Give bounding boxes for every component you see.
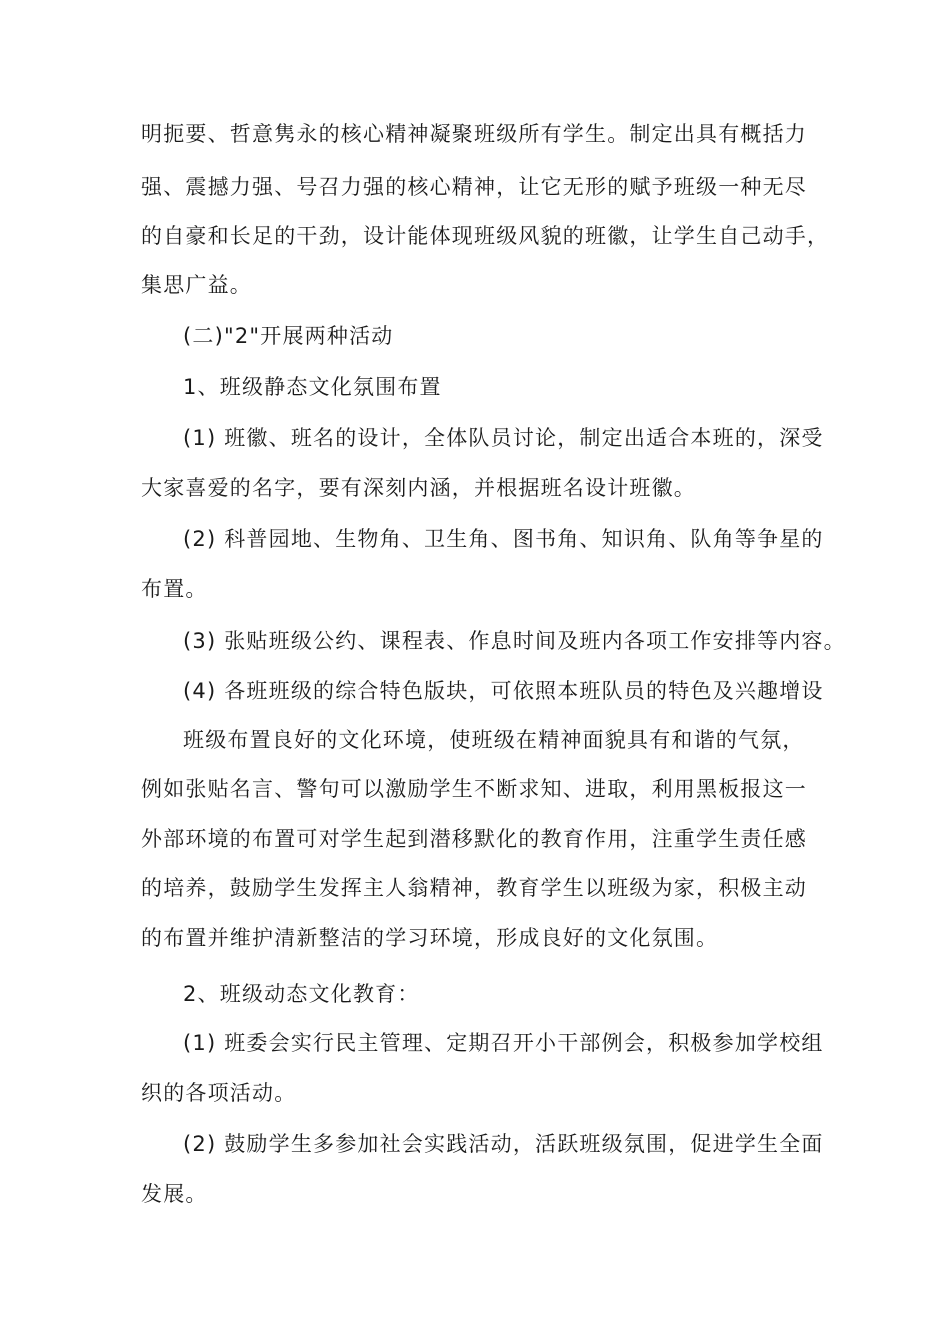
- text-line: 大家喜爱的名字，要有深刻内涵，并根据班名设计班徽。: [141, 476, 696, 500]
- text-line: (4) 各班班级的综合特色版块，可依照本班队员的特色及兴趣增设: [183, 679, 824, 703]
- text-line: 织的各项活动。: [141, 1081, 297, 1105]
- text-line: (1) 班委会实行民主管理、定期召开小干部例会，积极参加学校组: [183, 1031, 824, 1055]
- text-line: 强、震撼力强、号召力强的核心精神，让它无形的赋予班级一种无尽: [141, 175, 807, 199]
- text-line: 班级布置良好的文化环境，使班级在精神面貌具有和谐的气氛，: [183, 728, 805, 752]
- subsection-heading: 2、班级动态文化教育：: [183, 982, 420, 1006]
- section-heading: (二)"2"开展两种活动: [183, 324, 394, 348]
- text-line: 例如张贴名言、警句可以激励学生不断求知、进取，利用黑板报这一: [141, 777, 807, 801]
- text-line: 的布置并维护清新整洁的学习环境，形成良好的文化氛围。: [141, 926, 719, 950]
- text-line: 的培养，鼓励学生发挥主人翁精神，教育学生以班级为家，积极主动: [141, 876, 807, 900]
- text-line: 发展。: [141, 1182, 208, 1206]
- text-line: 明扼要、哲意隽永的核心精神凝聚班级所有学生。制定出具有概括力: [141, 122, 807, 146]
- text-line: (2) 科普园地、生物角、卫生角、图书角、知识角、队角等争星的: [183, 527, 824, 551]
- subsection-heading: 1、班级静态文化氛围布置: [183, 375, 442, 399]
- text-line: 外部环境的布置可对学生起到潜移默化的教育作用，注重学生责任感: [141, 827, 807, 851]
- text-line: 集思广益。: [141, 273, 252, 297]
- text-line: (1) 班徽、班名的设计，全体队员讨论，制定出适合本班的，深受: [183, 426, 824, 450]
- text-line: 布置。: [141, 577, 208, 601]
- text-line: (3) 张贴班级公约、课程表、作息时间及班内各项工作安排等内容。: [183, 629, 846, 653]
- text-line: (2) 鼓励学生多参加社会实践活动，活跃班级氛围，促进学生全面: [183, 1132, 824, 1156]
- text-line: 的自豪和长足的干劲，设计能体现班级风貌的班徽，让学生自己动手，: [141, 224, 830, 248]
